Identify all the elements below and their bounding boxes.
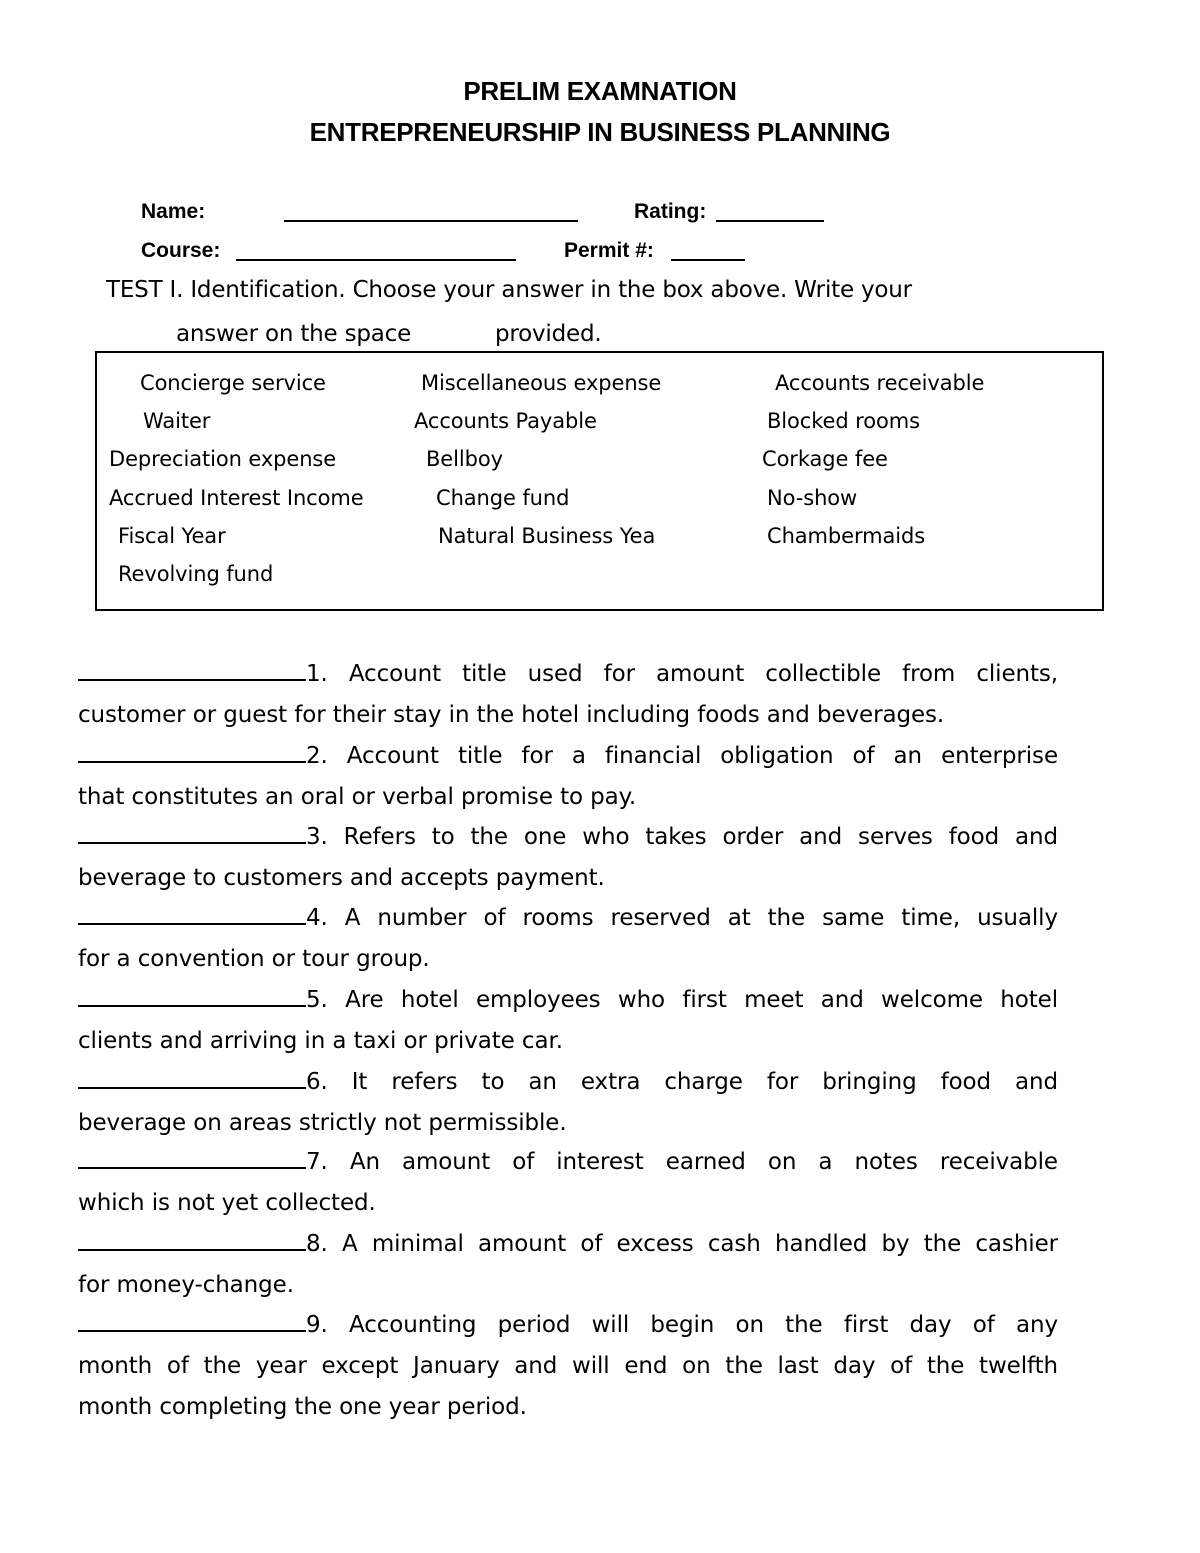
- choice-item: Depreciation expense: [109, 447, 337, 471]
- choice-item: Change fund: [436, 486, 570, 510]
- subject-title: ENTREPRENEURSHIP IN BUSINESS PLANNING: [309, 117, 891, 147]
- answer-blank[interactable]: [78, 983, 306, 1007]
- test-instruction: TEST I. Identification. Choose your answer in the box above. Write your: [106, 277, 912, 303]
- answer-blank[interactable]: [78, 1308, 306, 1332]
- choice-item: Accounts Payable: [414, 409, 597, 433]
- choice-item: Revolving fund: [118, 562, 274, 586]
- question-1: 1. Account title used for amount collectible from clients, customer or guest for their stay in the hotel including foods and beverages.: [78, 654, 1058, 736]
- question-8: 8. A minimal amount of excess cash handled by the cashier for money-change.: [78, 1224, 1058, 1306]
- choice-item: Corkage fee: [762, 447, 888, 471]
- choice-item: Natural Business Yea: [438, 524, 656, 548]
- answer-blank[interactable]: [78, 820, 306, 844]
- choice-item: Waiter: [143, 409, 211, 433]
- question-9: 9. Accounting period will begin on the first day of any month of the year except January and will end on the last day of the twelfth month completing the one year period.: [78, 1305, 1058, 1428]
- question-6: 6. It refers to an extra charge for bringing food and beverage on areas strictly not permissible.: [78, 1062, 1058, 1144]
- rating-label: Rating:: [634, 200, 707, 223]
- choice-item: No-show: [767, 486, 858, 510]
- answer-blank[interactable]: [78, 739, 306, 763]
- question-5: 5. Are hotel employees who first meet and welcome hotel clients and arriving in a taxi or private car.: [78, 980, 1058, 1062]
- name-label: Name:: [141, 200, 206, 223]
- course-label: Course:: [141, 239, 221, 262]
- rating-field[interactable]: [716, 220, 824, 222]
- question-3: 3. Refers to the one who takes order and serves food and beverage to customers and accepts payment.: [78, 817, 1058, 899]
- test-instruction-cont: answer on the space: [176, 321, 412, 347]
- course-field[interactable]: [236, 259, 516, 261]
- question-2: 2. Account title for a financial obligation of an enterprise that constitutes an oral or verbal promise to pay.: [78, 736, 1058, 818]
- permit-label: Permit #:: [564, 239, 654, 262]
- choice-item: Fiscal Year: [118, 524, 226, 548]
- question-4: 4. A number of rooms reserved at the same time, usually for a convention or tour group.: [78, 898, 1058, 980]
- answer-blank[interactable]: [78, 1065, 306, 1089]
- answer-blank[interactable]: [78, 901, 306, 925]
- permit-field[interactable]: [671, 259, 745, 261]
- choice-item: Bellboy: [426, 447, 503, 471]
- answer-blank[interactable]: [78, 657, 306, 681]
- choice-item: Accrued Interest Income: [109, 486, 364, 510]
- question-7: 7. An amount of interest earned on a notes receivable which is not yet collected.: [78, 1142, 1058, 1224]
- choice-item: Concierge service: [140, 371, 326, 395]
- test-instruction-cont-2: provided.: [495, 321, 602, 347]
- name-field[interactable]: [284, 220, 578, 222]
- choice-item: Chambermaids: [767, 524, 926, 548]
- answer-blank[interactable]: [78, 1227, 306, 1251]
- choice-item: Accounts receivable: [775, 371, 985, 395]
- exam-title: PRELIM EXAMNATION: [463, 76, 737, 106]
- choice-item: Blocked rooms: [767, 409, 920, 433]
- answer-blank[interactable]: [78, 1145, 306, 1169]
- choice-item: Miscellaneous expense: [421, 371, 662, 395]
